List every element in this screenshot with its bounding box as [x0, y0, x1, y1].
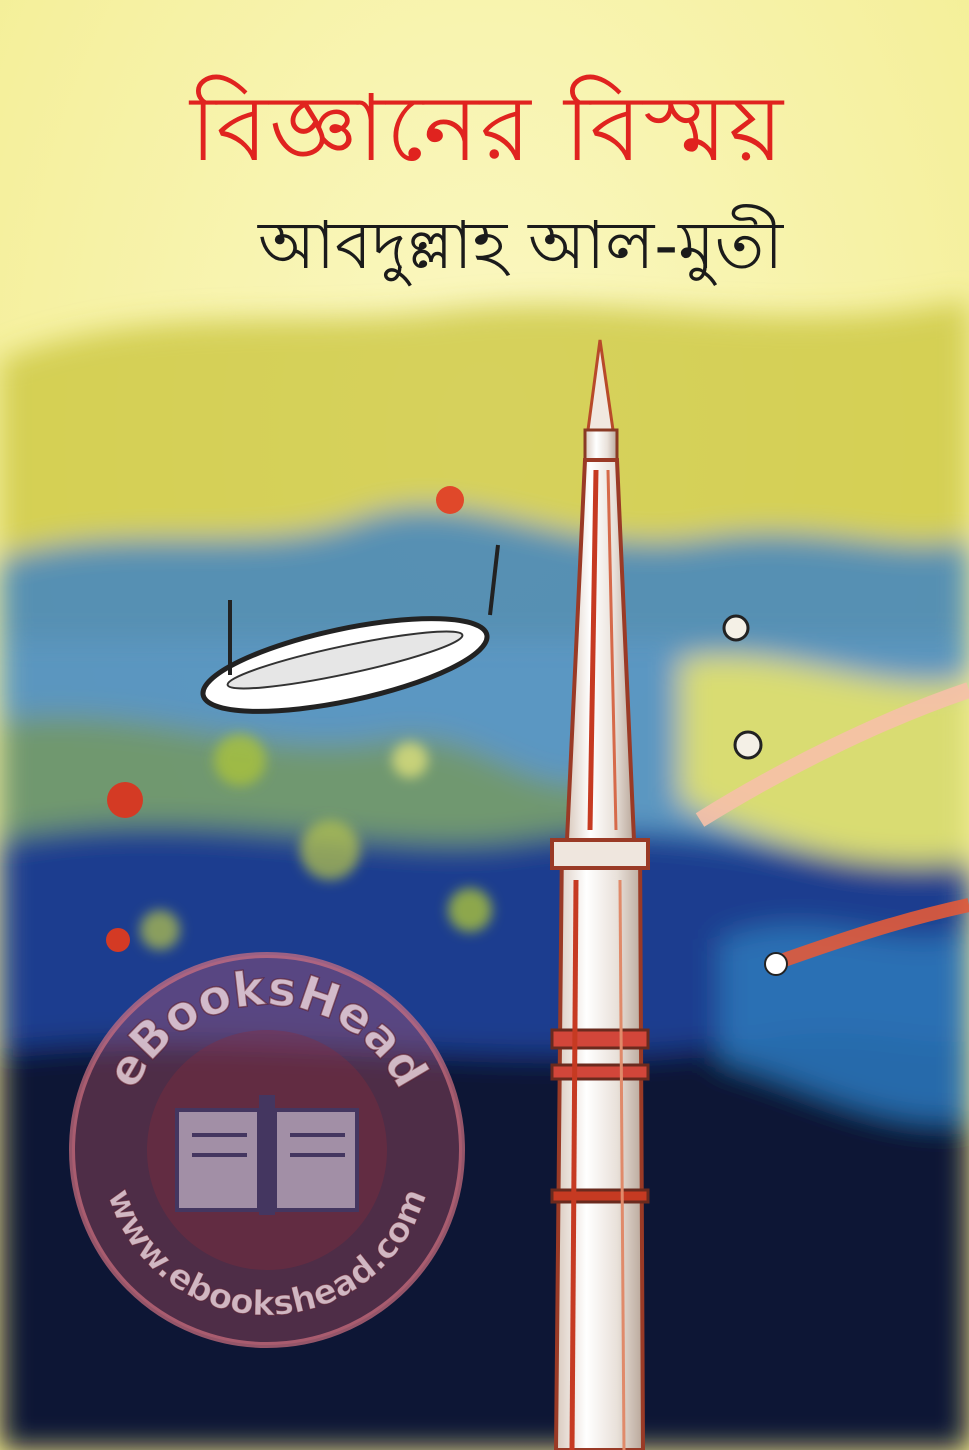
book-author: আবদুল্লাহ আল-মুতী: [258, 207, 784, 284]
book-title: বিজ্ঞানের বিস্ময়: [190, 75, 786, 182]
publisher-watermark: [62, 945, 472, 1355]
watermark-url: www.ebookshead.com: [98, 1183, 436, 1325]
watermark-brand: eBooksHead: [95, 960, 439, 1098]
book-icon: [177, 1095, 357, 1215]
